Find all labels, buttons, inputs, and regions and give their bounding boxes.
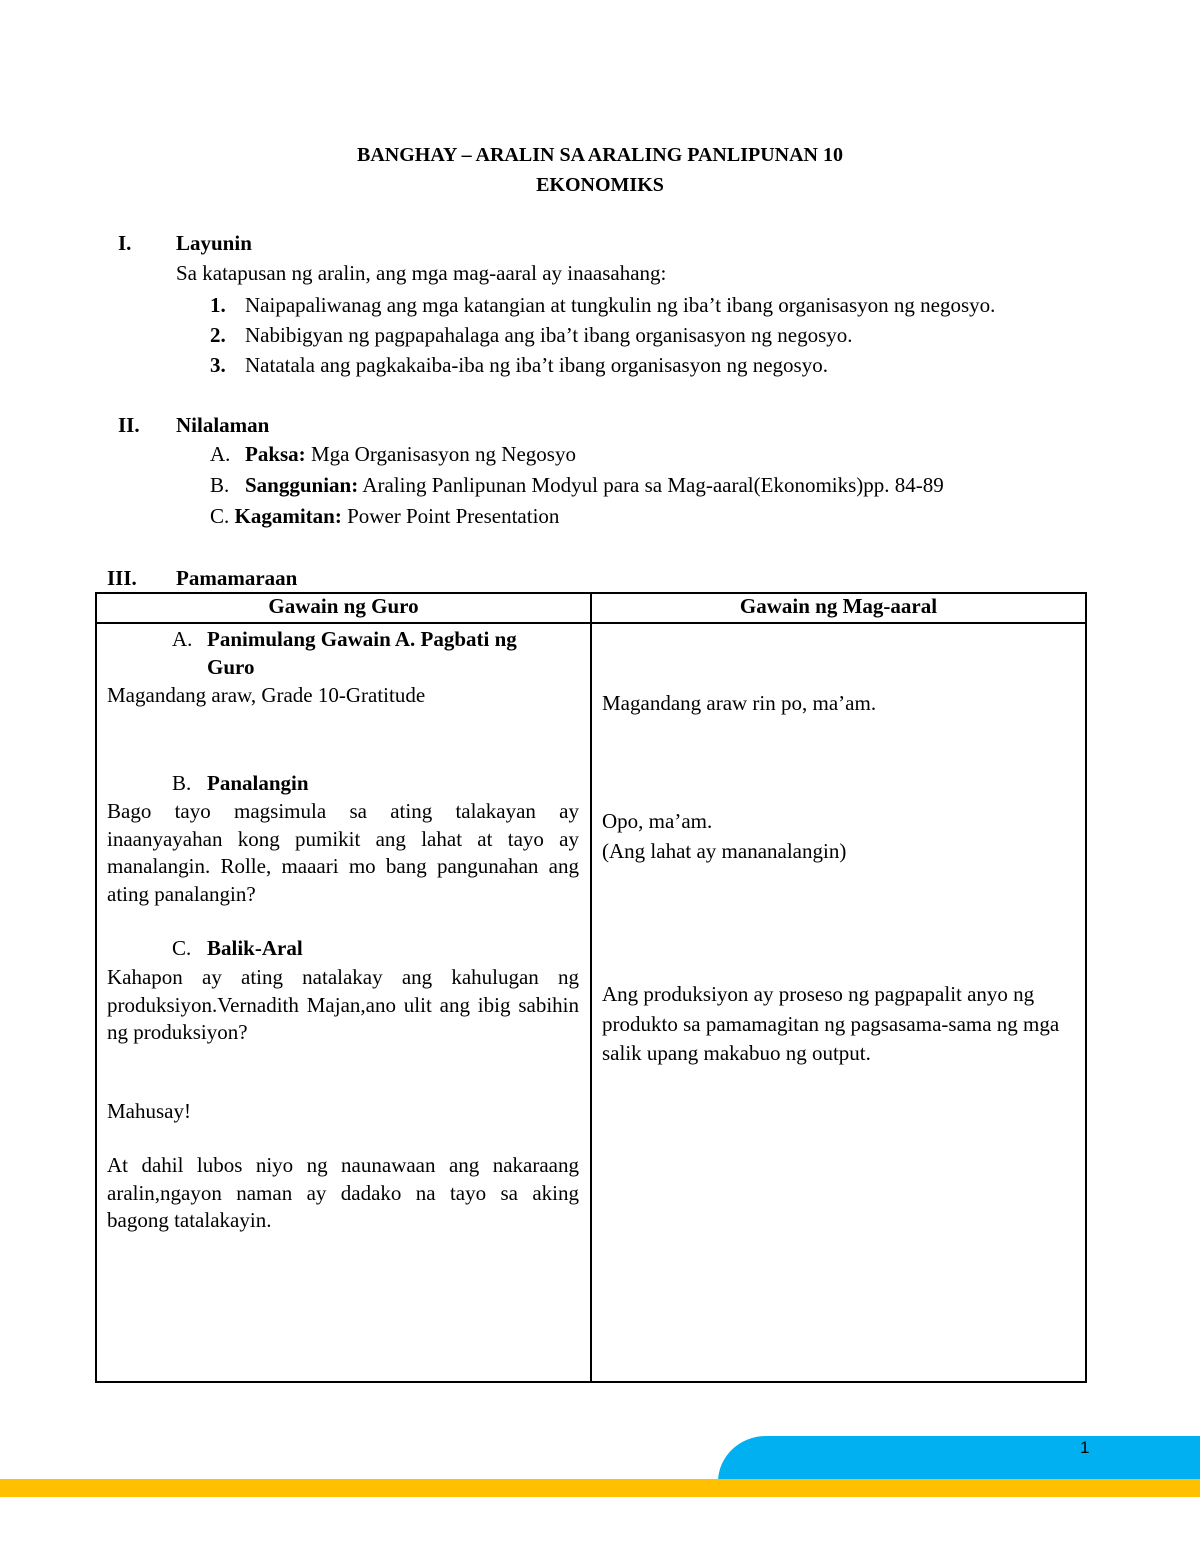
nilalaman-item-label: Kagamitan: — [234, 504, 342, 528]
table-header-row — [96, 593, 1086, 623]
guro-c-heading: Balik-Aral — [207, 936, 303, 960]
guro-a-heading — [207, 626, 517, 681]
guro-closing: At dahil lubos niyo ng naunawaan ang nakaraang aralin,ngayon naman ay dadako na tayo sa aking bagong tatalakayin. — [107, 1153, 579, 1232]
footer-blue-tab — [718, 1436, 1200, 1484]
document-subtitle: EKONOMIKS — [536, 174, 664, 196]
guro-b-heading: Panalangin — [207, 771, 309, 795]
guro-a-text: Magandang araw, Grade 10-Gratitude — [107, 683, 426, 707]
document-title: BANGHAY – ARALIN SA ARALING PANLIPUNAN 10 — [357, 144, 843, 166]
pamamaraan-table — [95, 592, 1087, 1383]
magaaral-response-1: Magandang araw rin po, ma’am. — [602, 691, 877, 715]
layunin-item-text: Nabibigyan ng pagpapahalaga ang iba’t ibang organisasyon ng negosyo. — [245, 323, 853, 347]
guro-c-letter: C. — [172, 936, 192, 960]
guro-a-heading-line: Panimulang Gawain A. Pagbati ng — [207, 627, 517, 651]
nilalaman-item-label: Paksa: — [245, 442, 306, 466]
magaaral-response-3: Ang produksiyon ay proseso ng pagpapalit anyo ng produkto sa pamamagitan ng pagsasama-sama ng mga salik upang makabuo ng output. — [602, 982, 1060, 1065]
page-number: 1 — [1080, 1438, 1090, 1457]
guro-a-heading-line: Guro — [207, 654, 255, 679]
nilalaman-item-letter: C. — [210, 504, 230, 528]
nilalaman-item-text: Mga Organisasyon ng Negosyo — [310, 442, 576, 466]
nilalaman-item-letter: B. — [210, 473, 230, 497]
guro-mahusay: Mahusay! — [107, 1099, 191, 1123]
layunin-item-number: 1. — [210, 293, 226, 317]
layunin-item-number: 2. — [210, 323, 226, 347]
column-header-magaaral: Gawain ng Mag-aaral — [591, 593, 1086, 623]
section-numeral-layunin: I. — [118, 231, 132, 255]
nilalaman-item-sanggunian — [245, 470, 944, 500]
guro-b-letter: B. — [172, 771, 192, 795]
guro-b-text: Bago tayo magsimula sa ating talakayan ay inaanyayahan kong pumikit ang lahat at tayo ay manalangin. Rolle, maaari mo bang pangunahan ang ating panalangin? — [107, 799, 579, 906]
nilalaman-item-text: Power Point Presentation — [347, 504, 560, 528]
section-heading-nilalaman: Nilalaman — [176, 413, 270, 437]
nilalaman-item-letter: A. — [210, 442, 231, 466]
magaaral-response-2b: (Ang lahat ay mananalangin) — [602, 839, 847, 863]
column-header-guro: Gawain ng Guro — [96, 593, 591, 623]
nilalaman-item-label: Sanggunian: — [245, 473, 359, 497]
layunin-intro: Sa katapusan ng aralin, ang mga mag-aaral ay inaasahang: — [176, 261, 667, 285]
nilalaman-item-kagamitan — [210, 501, 559, 531]
guro-cell — [96, 623, 591, 1382]
section-numeral-pamamaraan: III. — [107, 566, 137, 590]
footer-orange-bar — [0, 1479, 1200, 1497]
layunin-item-number: 3. — [210, 353, 226, 377]
section-heading-pamamaraan: Pamamaraan — [176, 566, 298, 590]
nilalaman-item-paksa — [245, 439, 576, 469]
section-heading-layunin: Layunin — [176, 231, 252, 255]
nilalaman-item-text: Araling Panlipunan Modyul para sa Mag-aaral(Ekonomiks)pp. 84-89 — [362, 473, 944, 497]
table-row — [96, 623, 1086, 1382]
magaaral-cell — [591, 623, 1086, 1382]
layunin-item-text: Naipapaliwanag ang mga katangian at tungkulin ng iba’t ibang organisasyon ng negosyo. — [245, 293, 996, 317]
guro-a-letter: A. — [172, 627, 193, 651]
section-numeral-nilalaman: II. — [118, 413, 140, 437]
magaaral-response-2a: Opo, ma’am. — [602, 809, 713, 833]
guro-c-text: Kahapon ay ating natalakay ang kahulugan ng produksiyon.Vernadith Majan,ano ulit ang ibig sabihin ng produksiyon? — [107, 965, 579, 1044]
layunin-item-text: Natatala ang pagkakaiba-iba ng iba’t ibang organisasyon ng negosyo. — [245, 353, 828, 377]
